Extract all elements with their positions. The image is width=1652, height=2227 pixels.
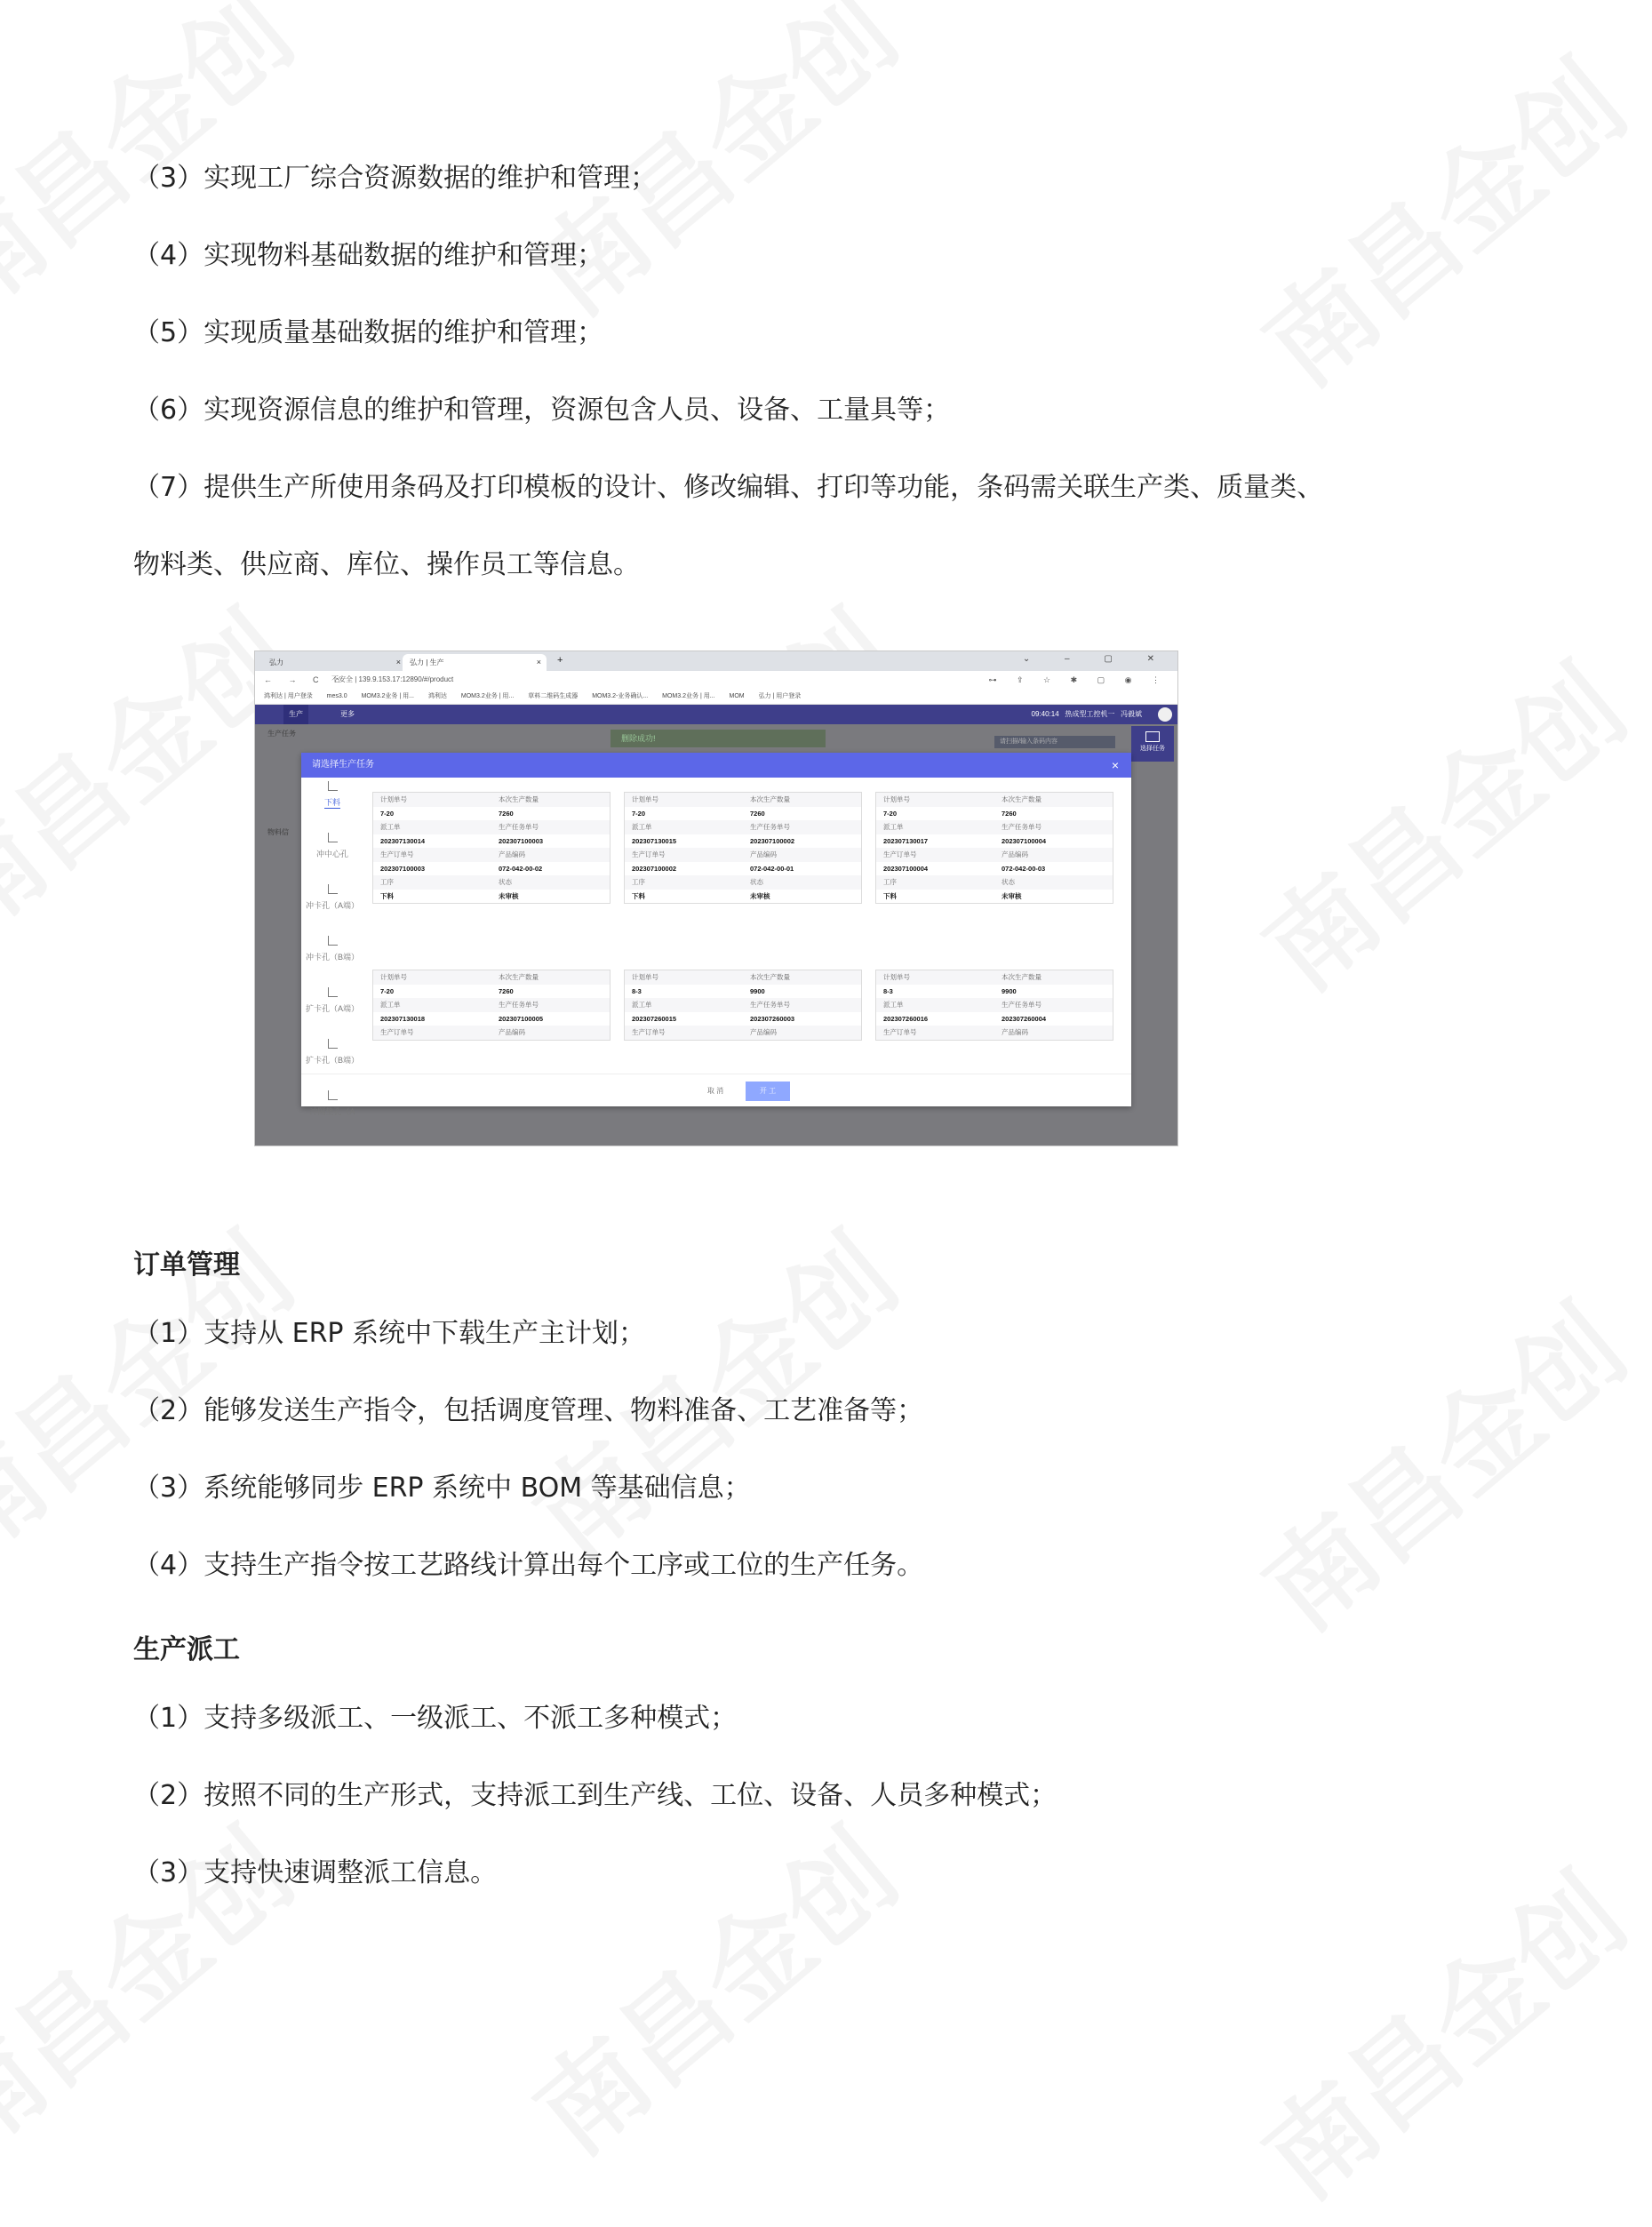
card-value-row	[876, 985, 1113, 999]
card-field-value: 9900	[1002, 986, 1017, 995]
card-label-row	[373, 848, 610, 862]
card-label-row	[625, 998, 861, 1012]
card-field-label: 派工单	[883, 1001, 904, 1009]
card-field-value: 9900	[750, 986, 765, 995]
watermark	[0, 1792, 319, 2183]
card-field-label: 生产订单号	[883, 1028, 917, 1036]
card-field-label: 计划单号	[632, 973, 658, 981]
toolbar-icons[interactable]: ⊶ ⇪ ☆ ✱ ▢ ◉ ⋮	[988, 675, 1169, 684]
card-label-row	[625, 1026, 861, 1040]
paragraph: （6）实现资源信息的维护和管理，资源包含人员、设备、工量具等；	[133, 395, 951, 426]
card-field-label: 本次生产数量	[1002, 795, 1041, 803]
card-field-label: 本次生产数量	[499, 973, 539, 981]
operation-label: 冲卡孔（B端）	[305, 953, 359, 962]
card-field-label: 生产任务单号	[499, 1001, 539, 1009]
browser-tab-bar	[255, 651, 1177, 671]
card-value-row	[876, 862, 1113, 876]
card-field-label: 生产任务单号	[1002, 823, 1041, 831]
operation-label: 冲卡孔（A端）	[305, 901, 359, 910]
operation-item[interactable]	[301, 987, 363, 1035]
card-field-label: 生产订单号	[380, 1028, 414, 1036]
window-controls[interactable]: ⌄ – ▢ ✕	[1022, 654, 1170, 664]
card-field-label: 产品编码	[499, 1028, 525, 1036]
card-field-value: 202307130018	[380, 1014, 426, 1023]
card-field-label: 产品编码	[750, 1028, 777, 1036]
paragraph: （7）提供生产所使用条码及打印模板的设计、修改编辑、打印等功能，条码需关联生产类、质量类、	[133, 472, 1324, 503]
card-field-label: 派工单	[883, 823, 904, 831]
card-field-value: 8-3	[883, 986, 893, 995]
card-field-label: 工序	[380, 878, 394, 886]
card-value-row	[876, 1012, 1113, 1026]
tab-label: 弘力	[269, 659, 283, 667]
dialog-header	[301, 753, 1131, 778]
clock-text: 09:40:14	[1031, 710, 1059, 718]
operation-label: 扩卡孔（A端）	[305, 1004, 359, 1013]
card-label-row	[625, 793, 861, 807]
paragraph: 物料类、供应商、库位、操作员工等信息。	[133, 549, 640, 580]
factory-text[interactable]: 热成型工控机一	[1065, 710, 1115, 718]
card-value-row	[625, 1012, 861, 1026]
card-value-row	[373, 834, 610, 849]
task-dialog	[301, 753, 1131, 1116]
operation-label: 冲隔垫孔（A	[309, 1107, 355, 1116]
app-window	[255, 705, 1177, 1145]
card-field-label: 状态	[1002, 878, 1015, 886]
card-field-label: 派工单	[380, 823, 401, 831]
card-field-label: 生产任务单号	[499, 823, 539, 831]
card-value-row	[625, 807, 861, 821]
card-field-label: 产品编码	[750, 850, 777, 858]
operation-item[interactable]	[301, 884, 363, 932]
card-value-row	[876, 834, 1113, 849]
bookmarks-bar	[255, 689, 1177, 705]
new-tab-icon[interactable]: +	[557, 655, 563, 666]
address-bar	[255, 671, 1177, 689]
card-field-label: 本次生产数量	[750, 795, 790, 803]
card-value-row	[625, 890, 861, 904]
card-label-row	[876, 1026, 1113, 1040]
card-label-row	[373, 970, 610, 985]
start-work-button[interactable]: 开 工	[746, 1082, 790, 1101]
paragraph: （1）支持从 ERP 系统中下载生产主计划；	[133, 1318, 646, 1349]
card-label-row	[876, 793, 1113, 807]
dialog-title: 请选择生产任务	[312, 760, 374, 770]
card-field-value: 下料	[883, 891, 897, 900]
card-field-value: 下料	[380, 891, 394, 900]
nav-icons[interactable]: ← → C ⌂	[264, 675, 347, 684]
card-field-value: 072-042-00-02	[499, 864, 543, 873]
card-label-row	[373, 998, 610, 1012]
card-field-value: 202307100003	[380, 864, 426, 873]
card-value-row	[373, 807, 610, 821]
card-value-row	[625, 985, 861, 999]
task-card[interactable]	[624, 970, 862, 1041]
select-task-button[interactable]	[1131, 726, 1174, 762]
card-field-value: 7-20	[380, 986, 395, 995]
card-field-value: 7260	[750, 809, 765, 818]
card-field-value: 7-20	[380, 809, 395, 818]
task-card[interactable]	[875, 970, 1113, 1041]
card-field-value: 202307130017	[883, 836, 929, 845]
card-field-value: 7-20	[632, 809, 646, 818]
card-field-value: 未审核	[1002, 891, 1022, 900]
card-field-label: 生产任务单号	[750, 823, 790, 831]
operation-item[interactable]	[301, 936, 363, 984]
card-field-value: 072-042-00-03	[1002, 864, 1046, 873]
card-value-row	[876, 807, 1113, 821]
card-field-label: 产品编码	[499, 850, 525, 858]
watermark	[499, 1792, 923, 2183]
card-label-row	[373, 793, 610, 807]
watermark	[1227, 23, 1652, 414]
card-value-row	[373, 1012, 610, 1026]
operation-label: 冲中心孔	[315, 850, 348, 858]
card-field-label: 派工单	[632, 1001, 652, 1009]
embedded-screenshot	[254, 651, 1178, 1146]
operation-icon	[328, 987, 338, 997]
card-field-label: 生产订单号	[883, 850, 917, 858]
operation-icon	[328, 833, 338, 842]
bookmark-item[interactable]: 鸿利达 | 用户登录	[264, 693, 313, 699]
bookmark-item[interactable]: MOM3.2业务 | 用...	[662, 693, 715, 699]
card-label-row	[625, 848, 861, 862]
operation-label: 下料	[323, 798, 340, 807]
close-icon[interactable]: ×	[395, 658, 401, 667]
bookmark-item[interactable]: 鸿利达	[427, 693, 447, 699]
watermark	[1227, 1267, 1652, 1658]
operation-icon	[328, 936, 338, 946]
card-field-label: 计划单号	[632, 795, 658, 803]
card-field-value: 202307100002	[750, 836, 795, 845]
card-field-label: 状态	[750, 878, 763, 886]
bookmark-item[interactable]: 弘力 | 用户登录	[758, 693, 802, 699]
card-value-row	[625, 834, 861, 849]
card-field-value: 202307130014	[380, 836, 426, 845]
paragraph: （5）实现质量基础数据的维护和管理；	[133, 317, 604, 348]
card-field-value: 7-20	[883, 809, 898, 818]
card-field-value: 7260	[499, 986, 514, 995]
task-card-grid	[372, 792, 1123, 1074]
operation-icon	[328, 781, 338, 791]
operation-icon	[328, 1039, 338, 1049]
side-label: 生产任务	[267, 730, 296, 738]
card-field-label: 计划单号	[380, 795, 407, 803]
url-input[interactable]: 不安全 | 139.9.153.17:12890/#/product	[331, 675, 454, 683]
browser-tab-active[interactable]	[403, 654, 547, 671]
card-field-label: 工序	[632, 878, 645, 886]
toast-message: 删除成功!	[611, 730, 826, 747]
search-input[interactable]: 请扫描/输入条码内容	[994, 736, 1115, 748]
card-field-value: 8-3	[632, 986, 642, 995]
card-field-value: 202307100003	[499, 836, 544, 845]
watermark	[1227, 1836, 1652, 2227]
card-field-value: 7260	[499, 809, 514, 818]
bookmark-item[interactable]: 草料二维码生成器	[528, 693, 579, 699]
card-label-row	[373, 820, 610, 834]
card-label-row	[876, 848, 1113, 862]
header-status	[1032, 705, 1142, 724]
paragraph: （3）实现工厂综合资源数据的维护和管理；	[133, 163, 658, 194]
card-field-label: 生产任务单号	[750, 1001, 790, 1009]
card-label-row	[876, 875, 1113, 890]
card-field-value: 072-042-00-01	[750, 864, 794, 873]
card-label-row	[876, 820, 1113, 834]
card-field-value: 202307260003	[750, 1014, 795, 1023]
bookmark-item[interactable]: MOM3.2业务 | 用...	[361, 693, 414, 699]
card-field-value: 202307100002	[632, 864, 677, 873]
card-field-label: 工序	[883, 878, 897, 886]
user-text[interactable]: 冯毅斌	[1121, 710, 1142, 718]
operation-icon	[328, 884, 338, 894]
close-icon[interactable]: ×	[536, 658, 541, 667]
card-field-value: 下料	[632, 891, 645, 900]
tab-label: 弘力 | 生产	[410, 659, 444, 667]
dialog-footer	[301, 1074, 1131, 1106]
card-field-label: 计划单号	[883, 973, 910, 981]
bookmark-item[interactable]: MOM3.2业务 | 用...	[460, 693, 515, 699]
card-field-value: 7260	[1002, 809, 1017, 818]
card-field-label: 生产订单号	[632, 850, 666, 858]
operation-list	[301, 778, 363, 1116]
card-field-label: 计划单号	[883, 795, 910, 803]
app-header	[255, 705, 1177, 724]
close-icon[interactable]: ×	[1111, 758, 1119, 772]
card-field-value: 202307100005	[499, 1014, 544, 1023]
card-value-row	[373, 985, 610, 999]
logo-icon	[1158, 707, 1172, 722]
card-value-row	[373, 862, 610, 876]
card-field-label: 状态	[499, 878, 512, 886]
card-field-label: 派工单	[632, 823, 652, 831]
folder-icon	[1145, 731, 1160, 742]
card-label-row	[373, 875, 610, 890]
side-panel	[255, 724, 301, 1145]
paragraph: （1）支持多级派工、一级派工、不派工多种模式；	[133, 1703, 738, 1734]
card-field-value: 202307260015	[632, 1014, 677, 1023]
card-field-label: 产品编码	[1002, 850, 1028, 858]
card-label-row	[876, 970, 1113, 985]
section-title: 订单管理	[133, 1249, 240, 1281]
card-field-label: 本次生产数量	[499, 795, 539, 803]
menu-production[interactable]: 生产	[283, 705, 308, 724]
paragraph: （4）实现物料基础数据的维护和管理；	[133, 240, 604, 271]
card-field-label: 生产订单号	[632, 1028, 666, 1036]
card-field-label: 生产任务单号	[1002, 1001, 1041, 1009]
operation-item[interactable]	[301, 781, 363, 829]
watermark	[499, 1196, 923, 1587]
card-value-row	[876, 890, 1113, 904]
card-field-label: 计划单号	[380, 973, 407, 981]
card-label-row	[625, 970, 861, 985]
bookmark-item[interactable]: MOM3.2-业务确认...	[592, 693, 649, 699]
card-field-label: 本次生产数量	[1002, 973, 1041, 981]
section-title: 生产派工	[133, 1634, 240, 1665]
card-field-value: 202307100004	[1002, 836, 1047, 845]
select-task-label: 选择任务	[1140, 746, 1165, 752]
side-label: 物料信	[267, 828, 289, 836]
card-label-row	[373, 1026, 610, 1040]
paragraph: （3）系统能够同步 ERP 系统中 BOM 等基础信息；	[133, 1473, 751, 1504]
paragraph: （2）按照不同的生产形式，支持派工到生产线、工位、设备、人员多种模式；	[133, 1780, 1057, 1811]
card-field-label: 派工单	[380, 1001, 401, 1009]
bookmark-item[interactable]: mes3.0	[326, 693, 347, 699]
card-value-row	[625, 862, 861, 876]
menu-more[interactable]: 更多	[340, 710, 355, 718]
task-card[interactable]	[372, 792, 611, 904]
paragraph: （4）支持生产指令按工艺路线计算出每个工序或工位的生产任务。	[133, 1550, 924, 1581]
card-field-value: 202307260016	[883, 1014, 929, 1023]
cancel-button[interactable]: 取 消	[706, 1087, 724, 1095]
paragraph: （2）能够发送生产指令，包括调度管理、物料准备、工艺准备等；	[133, 1395, 924, 1426]
task-card[interactable]	[875, 792, 1113, 904]
task-card[interactable]	[372, 970, 611, 1041]
card-label-row	[876, 998, 1113, 1012]
card-label-row	[625, 875, 861, 890]
card-field-value: 202307130015	[632, 836, 677, 845]
card-field-value: 202307100004	[883, 864, 929, 873]
card-field-value: 未审核	[750, 891, 770, 900]
paragraph: （3）支持快速调整派工信息。	[133, 1857, 498, 1888]
card-value-row	[373, 890, 610, 904]
watermark	[1227, 627, 1652, 1018]
task-card[interactable]	[624, 792, 862, 904]
card-field-label: 生产订单号	[380, 850, 414, 858]
card-field-value: 202307260004	[1002, 1014, 1047, 1023]
card-label-row	[625, 820, 861, 834]
bookmark-item[interactable]: MOM	[729, 693, 745, 699]
card-field-value: 未审核	[499, 891, 519, 900]
card-field-label: 本次生产数量	[750, 973, 790, 981]
card-field-label: 产品编码	[1002, 1028, 1028, 1036]
browser-tab[interactable]	[262, 654, 406, 671]
operation-item[interactable]	[301, 833, 363, 881]
operation-label: 扩卡孔（B端）	[305, 1056, 359, 1065]
